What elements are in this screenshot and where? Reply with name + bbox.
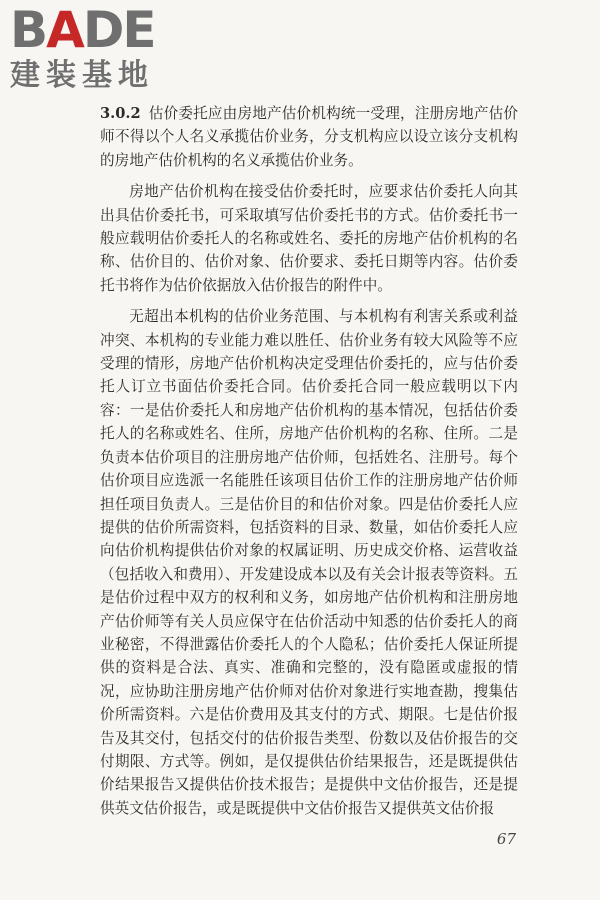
page-number: 67 — [496, 830, 516, 848]
document-body — [100, 102, 518, 820]
brand-logo — [10, 1, 180, 96]
logo-letter-a: A — [46, 1, 83, 59]
logo-letters-de: DE — [82, 1, 155, 59]
logo-letter-b: B — [10, 1, 47, 59]
clause-paragraph — [100, 102, 518, 172]
body-paragraph-commission-contract: 无超出本机构的估价业务范围、与本机构有利害关系或利益冲突、本机构的专业能力难以胜任、估价业务有较大风险等不应受理的情形，房地产估价机构决定受理估价委托的，应与估价委托人订立书面估价委托合同。估价委托合同一般应载明以下内容：一是估价委托人和房地产估价机构的基本情况，包括估价委托人的名称或姓名、住所，房地产估价机构的名称、住所。二是负责本估价项目的注册房地产估价师，包括姓名、注册号。每个估价项目应选派一名能胜任该项目估价工作的注册房地产估价师担任项目负责人。三是估价目的和估价对象。四是估价委托人应提供的估价所需资料，包括资料的目录、数量，如估价委托人应向估价机构提供估价对象的权属证明、历史成交价格、运营收益（包括收入和费用）、开发建设成本以及有关会计报表等资料。五是估价过程中双方的权利和义务，如房地产估价机构和注册房地产估价师等有关人员应保守在估价活动中知悉的估价委托人的商业秘密，不得泄露估价委托人的个人隐私；估价委托人保证所提供的资料是合法、真实、准确和完整的，没有隐匿或虚报的情况，应协助注册房地产估价师对估价对象进行实地查勘，搜集估价所需资料。六是估价费用及其支付的方式、期限。七是估价报告及其交付，包括交付的估价报告类型、份数以及估价报告的交付期限、方式等。例如，是仅提供估价结果报告，还是既提供估价结果报告又提供估价技术报告；是提供中文估价报告，还是提供英文估价报告，或是既提供中文估价报告又提供英文估价报 — [100, 308, 518, 817]
logo-subtitle: 建装基地 — [10, 58, 154, 93]
clause-text: 估价委托应由房地产估价机构统一受理，注册房地产估价师不得以个人名义承揽估价业务，分支机构应以设立该分支机构的房地产估价机构的名义承揽估价业务。 — [100, 105, 518, 169]
clause-number: 3.0.2 — [100, 105, 141, 122]
logo-wordmark — [10, 1, 180, 59]
body-paragraph-commission-letter: 房地产估价机构在接受估价委托时，应要求估价委托人向其出具估价委托书，可采取填写估价委托书的方式。估价委托书一般应载明估价委托人的名称或姓名、委托的房地产估价机构的名称、估价目的、估价对象、估价要求、委托日期等内容。估价委托书将作为估价依据放入估价报告的附件中。 — [100, 183, 518, 294]
